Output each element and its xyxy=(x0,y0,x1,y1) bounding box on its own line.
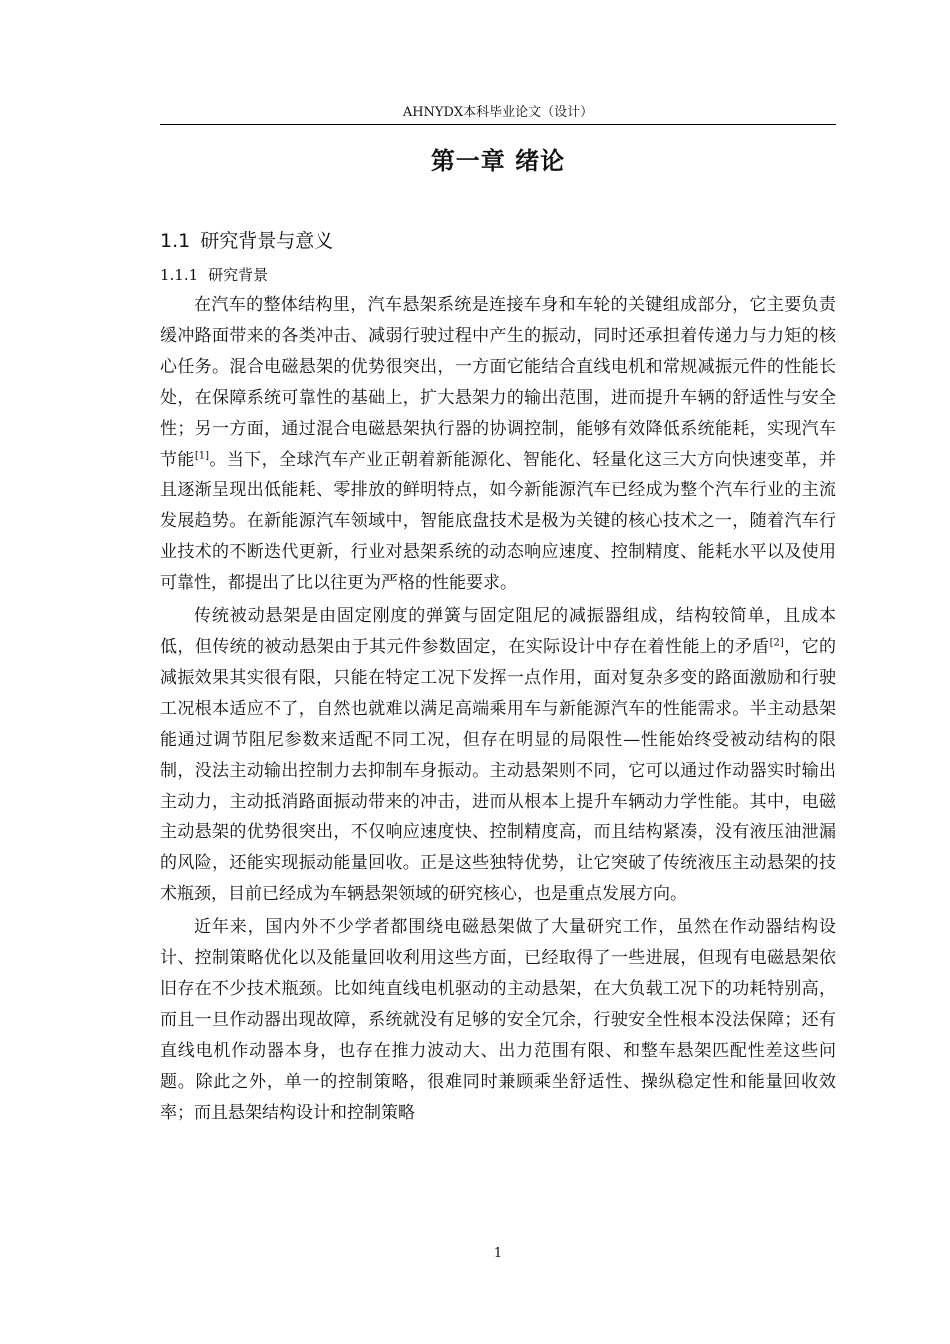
chapter-title: 第一章 绪论 xyxy=(430,147,566,175)
body-text xyxy=(160,290,836,1128)
paragraph-text: ，它的减振效果其实很有限，只能在特定工况下发挥一点作用，面对复杂多变的路面激励和行驶工况根本适应不了，自然也就难以满足高端乘用车与新能源汽车的性能需求。半主动悬架能通过调节阻尼参数来适配不同工况，但存在明显的局限性—性能始终受被动结构的限制，没法主动输出控制力去抑制车身振动。主动悬架则不同，它可以通过作动器实时输出主动力，主动抵消路面振动带来的冲击，进而从根本上提升车辆动力学性能。其中，电磁主动悬架的优势很突出，不仅响应速度快、控制精度高，而且结构紧凑，没有液压油泄漏的风险，还能实现振动能量回收。正是这些独特优势，让它突破了传统液压主动悬架的技术瓶颈，目前已经成为车辆悬架领域的研究核心，也是重点发展方向。 xyxy=(160,636,836,905)
citation-marker: [2] xyxy=(769,637,784,649)
paragraph-1 xyxy=(160,290,836,599)
paragraph-text: 。当下，全球汽车产业正朝着新能源化、智能化、轻量化这三大方向快速变革，并且逐渐呈现出低能耗、零排放的鲜明特点，如今新能源汽车已经成为整个汽车行业的主流发展趋势。在新能源汽车领域中，智能底盘技术是极为关键的核心技术之一，随着汽车行业技术的不断迭代更新，行业对悬架系统的动态响应速度、控制精度、能耗水平以及使用可靠性，都提出了比以往更为严格的性能要求。 xyxy=(160,449,837,594)
paragraph-text: 在汽车的整体结构里，汽车悬架系统是连接车身和车轮的关键组成部分，它主要负责缓冲路面带来的各类冲击、减弱行驶过程中产生的振动，同时还承担着传递力与力矩的核心任务。混合电磁悬架的优势很突出，一方面它能结合直线电机和常规减振元件的性能长处，在保障系统可靠性的基础上，扩大悬架力的输出范围，进而提升车辆的舒适性与安全性；另一方面，通过混合电磁悬架执行器的协调控制，能够有效降低系统能耗，实现汽车节能 xyxy=(160,295,836,470)
citation-marker: [1] xyxy=(194,449,210,461)
section-heading xyxy=(160,227,333,255)
paragraph-2 xyxy=(160,601,836,910)
page-number: 1 xyxy=(493,1246,503,1261)
subsection-title: 研究背景 xyxy=(208,266,269,284)
running-header: AHNYDX本科毕业论文（设计） xyxy=(402,105,594,120)
header-rule xyxy=(160,124,836,125)
paragraph-3 xyxy=(160,912,836,1128)
paragraph-text: 传统被动悬架是由固定刚度的弹簧与固定阻尼的减振器组成，结构较简单，且成本低，但传统的被动悬架由于其元件参数固定，在实际设计中存在着性能上的矛盾 xyxy=(160,606,836,657)
section-title: 研究背景与意义 xyxy=(200,230,334,252)
paragraph-text: 近年来，国内外不少学者都围绕电磁悬架做了大量研究工作，虽然在作动器结构设计、控制策略优化以及能量回收利用这些方面，已经取得了一些进展，但现有电磁悬架依旧存在不少技术瓶颈。比如纯直线电机驱动的主动悬架，在大负载工况下的功耗特别高，而且一旦作动器出现故障，系统就没有足够的安全冗余，行驶安全性根本没法保障；还有直线电机作动器本身，也存在推力波动大、出力范围有限、和整车悬架匹配性差这些问题。除此之外，单一的控制策略，很难同时兼顾乘坐舒适性、操纵稳定性和能量回收效率；而且悬架结构设计和控制策略 xyxy=(160,917,836,1123)
section-number: 1.1 xyxy=(160,230,191,252)
subsection-number: 1.1.1 xyxy=(160,266,199,284)
subsection-heading xyxy=(160,262,268,288)
